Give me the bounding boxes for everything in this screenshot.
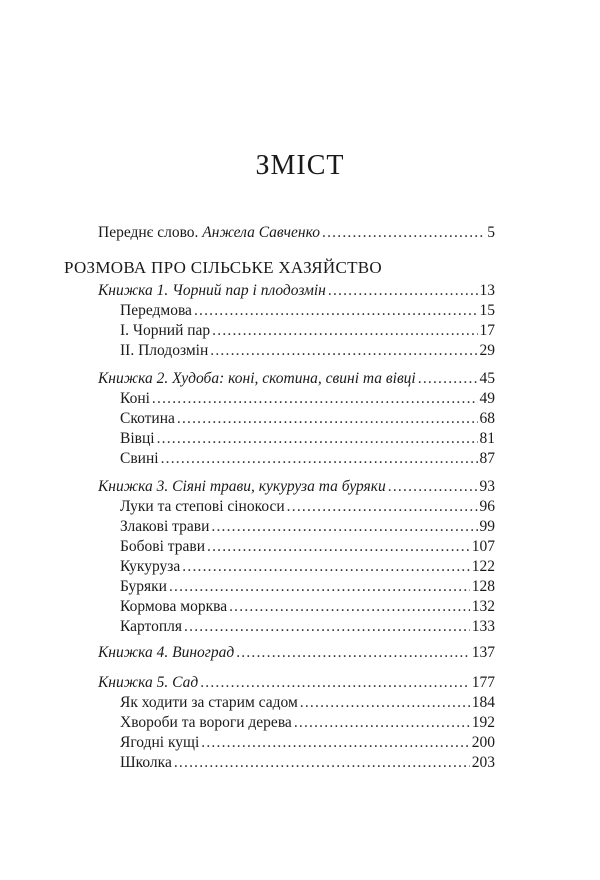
page-number: 184 [471,694,495,711]
dot-leader [328,282,478,300]
toc-entry-book-5[interactable] [98,674,495,692]
toc-entry-label: Переднє слово. Анжела Савченко [98,224,321,241]
page-number: 13 [479,282,495,299]
toc-entry-label: Книжка 4. Виноград [98,644,235,661]
dot-leader [201,734,469,752]
dot-leader [236,644,470,662]
dot-leader [210,342,477,360]
toc-entry-label: Кормова морква [120,598,228,615]
dot-leader [229,598,470,616]
toc-entry-label: Книжка 5. Сад [98,674,199,691]
toc-entry-book-2[interactable] [98,370,495,388]
page-number: 177 [471,674,495,691]
page-number: 99 [479,518,495,535]
dot-leader [418,370,478,388]
toc-entry-chapter[interactable] [120,518,495,536]
toc-entry-label: Бобові трави [120,538,205,555]
toc-entry-label: Книжка 3. Сіяні трави, кукуруза та буряки [98,478,386,495]
dot-leader [200,674,470,692]
page-number: 29 [479,342,495,359]
dot-leader [182,558,469,576]
dot-leader [177,410,478,428]
page-number: 203 [471,754,495,771]
page-number: 192 [471,714,495,731]
toc-entry-label: Скотина [120,410,175,427]
page-number: 17 [479,322,495,339]
toc-entry-chapter[interactable] [120,498,495,516]
toc-entry-book-3[interactable] [98,478,495,496]
page-number: 68 [479,410,495,427]
toc-entry-chapter[interactable] [120,754,495,772]
toc-entry-chapter[interactable] [120,714,495,732]
toc-entry-chapter[interactable] [120,734,495,752]
toc-entry-label: Передмова [120,302,192,319]
page-number: 93 [479,478,495,495]
toc-entry-chapter[interactable] [120,558,495,576]
toc-entry-label: Картопля [120,618,183,635]
page-number: 45 [479,370,495,387]
page-number: 132 [471,598,495,615]
toc-entry-chapter[interactable] [120,578,495,596]
toc-entry-book-4[interactable] [98,644,495,662]
dot-leader [212,322,477,340]
toc-entry-label: І. Чорний пар [120,322,211,339]
toc-entry-chapter[interactable] [120,322,495,340]
toc-entry-label: Злакові трави [120,518,210,535]
toc-entry-label: ІІ. Плодозмін [120,342,209,359]
page-number: 5 [487,224,495,241]
toc-entry-label: Свині [120,450,159,467]
dot-leader [388,478,478,496]
dot-leader [211,518,477,536]
toc-entry-label: Ягодні кущі [120,734,200,751]
toc-entry-chapter[interactable] [120,410,495,428]
toc-entry-foreword[interactable] [98,224,495,242]
toc-entry-label: Хвороби та вороги дерева [120,714,292,731]
dot-leader [294,714,470,732]
page-number: 96 [479,498,495,515]
toc-entry-chapter[interactable] [120,450,495,468]
dot-leader [194,302,478,320]
toc-entry-chapter[interactable] [120,430,495,448]
toc-entry-chapter[interactable] [120,342,495,360]
toc-entry-chapter[interactable] [120,618,495,636]
page-number: 15 [479,302,495,319]
page-number: 128 [471,578,495,595]
toc-entry-label: Луки та степові сінокоси [120,498,285,515]
dot-leader [169,578,470,596]
toc-entry-label: Книжка 2. Худоба: коні, скотина, свині та вівці [98,370,416,387]
dot-leader [184,618,470,636]
toc-entry-chapter[interactable] [120,538,495,556]
dot-leader [157,430,478,448]
dot-leader [174,754,470,772]
page-number: 49 [479,390,495,407]
toc-entry-label: Як ходити за старим садом [120,694,298,711]
dot-leader [322,224,485,242]
section-heading: РОЗМОВА ПРО СІЛЬСЬКЕ ХАЗЯЙСТВО [64,258,383,277]
page-number: 137 [471,644,495,661]
toc-entry-chapter[interactable] [120,694,495,712]
toc-entry-book-1[interactable] [98,282,495,300]
toc-entry-label: Коні [120,390,150,407]
toc-entry-chapter[interactable] [120,390,495,408]
toc-entry-label: Вівці [120,430,155,447]
toc-entry-label: Школка [120,754,172,771]
toc-entry-chapter[interactable] [120,598,495,616]
dot-leader [207,538,470,556]
page-number: 133 [471,618,495,635]
page-number: 87 [479,450,495,467]
dot-leader [152,390,478,408]
page-number: 81 [479,430,495,447]
toc-entry-chapter[interactable] [120,302,495,320]
toc-entry-label: Буряки [120,578,167,595]
dot-leader [287,498,478,516]
toc-entry-label: Кукуруза [120,558,181,575]
page-number: 200 [471,734,495,751]
dot-leader [300,694,470,712]
toc-entry-label: Книжка 1. Чорний пар і плодозмін [98,282,326,299]
dot-leader [161,450,478,468]
page-number: 122 [471,558,495,575]
page-number: 107 [471,538,495,555]
page-title: ЗМІСТ [255,150,345,181]
